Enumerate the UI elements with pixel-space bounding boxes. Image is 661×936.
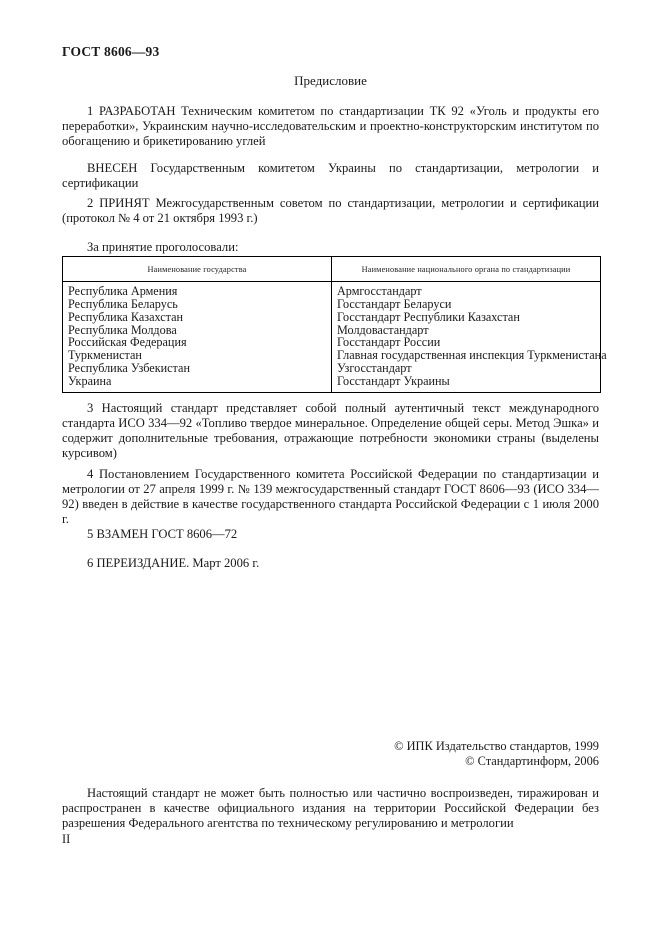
page-number: II <box>62 832 71 846</box>
list-item: Госстандарт России <box>337 335 441 350</box>
clause-5-paragraph: 5 ВЗАМЕН ГОСТ 8606—72 <box>87 527 238 541</box>
page-title: Предисловие <box>294 73 367 88</box>
table-header-body: Наименование национального органа по стандартизации <box>332 257 601 282</box>
list-item: Республика Молдова <box>68 322 177 337</box>
list-item: Республика Армения <box>68 284 178 298</box>
table-header-row <box>63 257 601 282</box>
list-item: Главная государственная инспекция Туркменистана <box>337 348 607 363</box>
table-header-state: Наименование государства <box>63 257 332 282</box>
clause-6-paragraph: 6 ПЕРЕИЗДАНИЕ. Март 2006 г. <box>87 556 260 570</box>
standard-code-header: ГОСТ 8606—93 <box>62 44 160 59</box>
list-item: Узгосстандарт <box>337 361 412 376</box>
reproduction-notice: Настоящий стандарт не может быть полностью или частично воспроизведен, тиражирован и распространен в качестве официального издания на территории Российской Федерации без разрешения Федерального агентства по техническому регулированию и метрологии <box>62 786 599 831</box>
clause-1-paragraph: 1 РАЗРАБОТАН Техническим комитетом по стандартизации ТК 92 «Уголь и продукты его переработки», Украинским научно-исследовательским и проектно-конструкторским институтом по обогащению и брикетированию углей <box>62 104 599 149</box>
list-item: Республика Узбекистан <box>68 361 190 376</box>
list-item: Молдовастандарт <box>337 322 429 337</box>
list-item: Армгосстандарт <box>337 284 422 298</box>
list-item: Госстандарт Республики Казахстан <box>337 309 520 324</box>
list-item: Госстандарт Украины <box>337 373 450 388</box>
clause-2-paragraph: 2 ПРИНЯТ Межгосударственным советом по стандартизации, метрологии и сертификации (протокол № 4 от 21 октября 1993 г.) <box>62 196 599 226</box>
table-cell-states <box>63 282 332 393</box>
table-row <box>63 282 601 393</box>
vote-table <box>62 256 607 393</box>
list-item: Республика Казахстан <box>68 309 184 324</box>
copyright-line-1: © ИПК Издательство стандартов, 1999 <box>394 739 599 753</box>
list-item: Республика Беларусь <box>68 296 178 311</box>
copyright-line-2: © Стандартинформ, 2006 <box>465 754 599 768</box>
list-item: Российская Федерация <box>68 335 187 350</box>
list-item: Госстандарт Беларуси <box>337 296 452 311</box>
table-cell-bodies <box>332 282 607 393</box>
list-item: Украина <box>68 373 112 388</box>
clause-4-paragraph: 4 Постановлением Государственного комитета Российской Федерации по стандартизации и метрологии от 27 апреля 1999 г. № 139 межгосударственный стандарт ГОСТ 8606—93 (ИСО 334—92) введен в действие в качестве государственного стандарта Российской Федерации с 1 июля 2000 г. <box>62 467 599 527</box>
clause-vnesen-paragraph: ВНЕСЕН Государственным комитетом Украины по стандартизации, метрологии и сертификации <box>62 161 599 191</box>
vote-intro-paragraph: За принятие проголосовали: <box>87 240 239 254</box>
clause-3-paragraph: 3 Настоящий стандарт представляет собой полный аутентичный текст международного стандарта ИСО 334—92 «Топливо твердое минеральное. Определение общей серы. Метод Эшка» и содержит дополнительные требования, отражающие потребности экономики страны (выделены курсивом) <box>62 401 599 461</box>
list-item: Туркменистан <box>68 348 142 363</box>
